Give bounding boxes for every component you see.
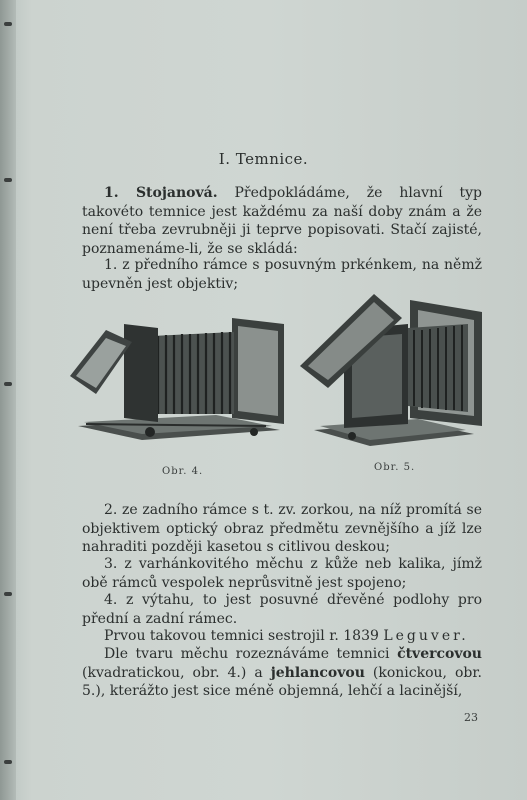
paragraph-item-2: 2. ze zadního rámce s t. zv. zorkou, na níž promítá se objektivem optický obraz předmětu zevnějšího a jíž lze nahraditi později kasetou s citlivou deskou;	[82, 502, 482, 555]
inventor-name: Leguver.	[383, 628, 469, 644]
paragraph-item-4: 4. z výtahu, to jest posuvné dřevěné podlohy pro přední a zadní rámec.	[82, 592, 482, 627]
term-stojanova: 1. Stojanová.	[104, 185, 218, 201]
types-text: (konickou, obr. 5.), kterážto jest sice méně objemná, lehčí a lacinější,	[82, 664, 482, 699]
page-number: 23	[464, 711, 478, 724]
paragraph-types	[82, 645, 482, 701]
figure-caption-5: Obr. 5.	[374, 462, 416, 473]
term-ctvercovou: čtvercovou	[397, 646, 482, 662]
paragraph-item-1: 1. z předního rámce s posuvným prkénkem, na němž upevněn jest objektiv;	[82, 257, 482, 292]
history-text: Prvou takovou temnici sestrojil r. 1839	[104, 628, 384, 644]
binding-stitch	[4, 178, 12, 182]
term-jehlancovou: jehlancovou	[270, 664, 365, 681]
types-text: (kvadratickou, obr. 4.) a	[82, 664, 271, 681]
binding-stitch	[4, 760, 12, 764]
chapter-heading: I. Temnice.	[218, 150, 309, 168]
types-text: Dle tvaru měchu rozeznáváme temnici	[104, 646, 398, 662]
binding-stitch	[4, 382, 12, 386]
paragraph-item-3: 3. z varhánkovitého měchu z kůže neb kalika, jímž obě rámců vespolek neprůsvitně jest spojeno;	[82, 556, 482, 591]
conical-bellows-camera-illustration	[298, 294, 486, 454]
binding-stitch	[4, 592, 12, 596]
figure-caption-4: Obr. 4.	[162, 466, 204, 477]
paragraph-history	[82, 627, 482, 646]
paragraph-stojanova	[82, 184, 482, 258]
binding-stitch	[4, 22, 12, 26]
paragraph-text: Předpokládáme, že hlavní typ takovéto temnice jest každému za naší doby znám a že není třeba zevrubněji ji teprve popisovati. Stačí zajisté, poznamenáme-li, že se skládá:	[82, 185, 482, 257]
square-bellows-camera-illustration	[66, 314, 290, 448]
book-spine	[0, 0, 16, 800]
